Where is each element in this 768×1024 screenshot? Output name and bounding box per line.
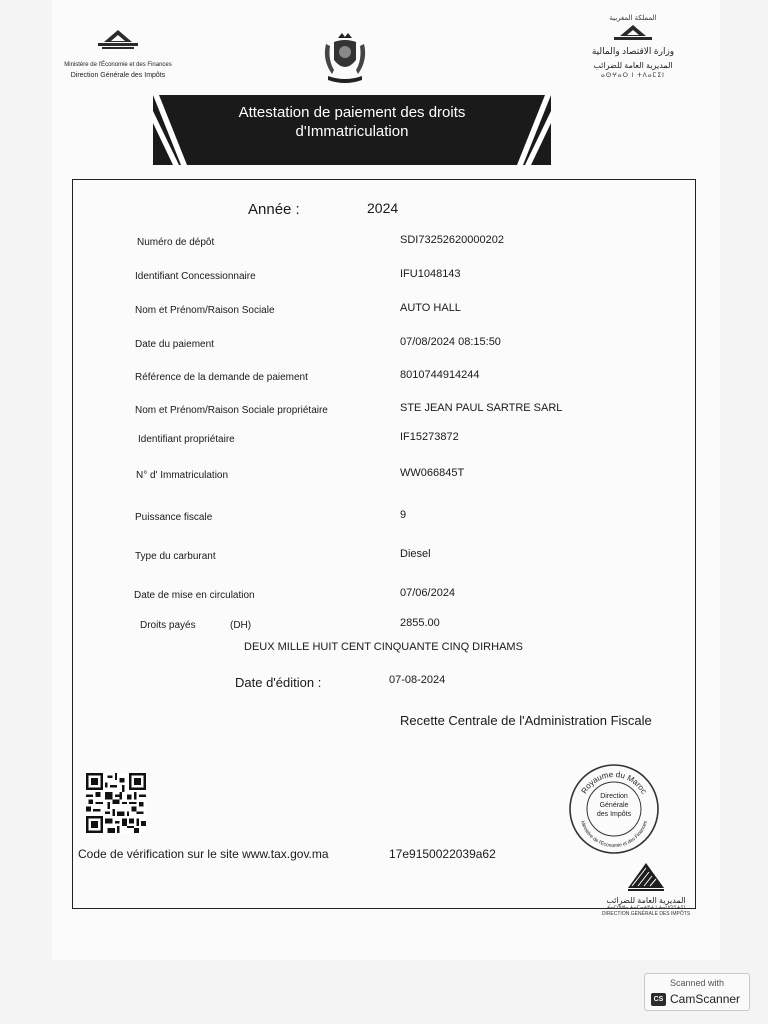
field-label-droits-payes: Droits payés — [140, 620, 196, 631]
bottom-arabic-text: المديرية العامة للضرائب — [606, 896, 686, 905]
field-value-immatriculation: WW066845T — [400, 467, 465, 479]
year-label: Année : — [248, 201, 300, 218]
royal-emblem-icon — [316, 30, 374, 88]
amount-in-words: DEUX MILLE HUIT CENT CINQUANTE CINQ DIRHAMS — [244, 641, 523, 653]
field-label-identifiant-proprietaire: Identifiant propriétaire — [138, 434, 235, 445]
qr-code-icon — [86, 773, 146, 833]
title-banner — [153, 95, 551, 165]
field-value-date-paiement: 07/08/2024 08:15:50 — [400, 336, 501, 348]
field-value-droits-payes: 2855.00 — [400, 617, 440, 629]
banner-stripes-right-icon — [517, 95, 551, 165]
verification-label: Code de vérification sur le site www.tax.gov.ma — [78, 847, 329, 861]
verification-code: 17e9150022039a62 — [389, 847, 496, 861]
arabic-kingdom-text: المملكة المغربية — [609, 15, 657, 22]
camscanner-brand: CamScanner — [670, 992, 741, 1006]
arabic-dgi-text: المديرية العامة للضرائب — [593, 61, 673, 70]
field-value-identifiant-proprietaire: IF15273872 — [400, 431, 459, 443]
banner-stripes-left-icon — [153, 95, 187, 165]
field-value-date-circulation: 07/06/2024 — [400, 587, 456, 599]
banner-title-line2: d'Immatriculation — [295, 123, 409, 140]
recette-centrale: Recette Centrale de l'Administration Fiscale — [400, 713, 652, 728]
field-value-identifiant-concessionnaire: IFU1048143 — [400, 268, 461, 280]
tifinagh-text: ⴰⵙⵖⴰⵔ ⵏ ⵜⴷⴰⵎⵉⵏ — [601, 73, 665, 79]
seal-ring-bottom-text: Ministère de l'Economie et des Finances — [579, 820, 649, 850]
field-label-immatriculation: N° d' Immatriculation — [136, 470, 229, 481]
edition-date-label: Date d'édition : — [235, 675, 322, 690]
camscanner-badge — [644, 973, 750, 1011]
bottom-tifinagh-text: ⵜⴰⵎⵀⵍⴰ ⵜⴰⵎⴰⵜⵓⵜ ⵏ ⵜⴰⵡⵙⵉⵜⵉⵏ — [606, 905, 686, 911]
ministry-name: Ministère de l'Économie et des Finances — [64, 62, 172, 68]
dgi-logo-right-icon — [608, 24, 658, 44]
dgi-hatched-logo-icon — [626, 862, 666, 892]
field-label-reference-demande: Référence de la demande de paiement — [135, 372, 308, 383]
field-label-puissance-fiscale: Puissance fiscale — [135, 512, 213, 523]
dgi-logo-bottom — [596, 862, 696, 917]
edition-date-value: 07-08-2024 — [389, 674, 446, 686]
field-label-date-paiement: Date du paiement — [135, 339, 214, 350]
field-label-date-circulation: Date de mise en circulation — [134, 590, 255, 601]
field-label-numero-depot: Numéro de dépôt — [137, 237, 215, 248]
ministry-logo-left — [58, 28, 178, 79]
seal-center-line3: des Impôts — [596, 811, 632, 818]
field-label-type-carburant: Type du carburant — [135, 551, 216, 562]
field-label-raison-sociale: Nom et Prénom/Raison Sociale — [135, 305, 275, 316]
field-value-puissance-fiscale: 9 — [400, 509, 407, 521]
field-value-raison-sociale: AUTO HALL — [400, 302, 461, 314]
field-value-numero-depot: SDI73252620000202 — [400, 234, 504, 246]
field-value-raison-sociale-proprietaire: STE JEAN PAUL SARTRE SARL — [400, 402, 563, 414]
camscanner-logo-icon: CS — [651, 993, 666, 1006]
seal-ring-top-text: Royaume du Maroc — [579, 769, 649, 796]
bottom-french-text: DIRECTION GÉNÉRALE DES IMPÔTS — [601, 911, 691, 917]
field-value-type-carburant: Diesel — [400, 548, 431, 560]
seal-center-line1: Direction — [600, 793, 628, 800]
dgi-logo-icon — [92, 28, 144, 52]
seal-center-line2: Générale — [599, 802, 629, 809]
arabic-ministry-text: وزارة الاقتصاد والمالية — [591, 46, 675, 56]
dgi-name-left: Direction Générale des Impôts — [70, 72, 166, 79]
year-value: 2024 — [367, 200, 399, 216]
field-label-raison-sociale-proprietaire: Nom et Prénom/Raison Sociale propriétaire — [135, 405, 328, 416]
scanned-with-text: Scanned with — [669, 978, 725, 988]
ministry-logo-right — [574, 14, 692, 79]
droits-unit: (DH) — [230, 620, 252, 631]
official-seal — [568, 763, 660, 855]
banner-title-line1: Attestation de paiement des droits — [238, 104, 466, 121]
field-value-reference-demande: 8010744914244 — [400, 369, 480, 381]
field-label-identifiant-concessionnaire: Identifiant Concessionnaire — [135, 271, 256, 282]
